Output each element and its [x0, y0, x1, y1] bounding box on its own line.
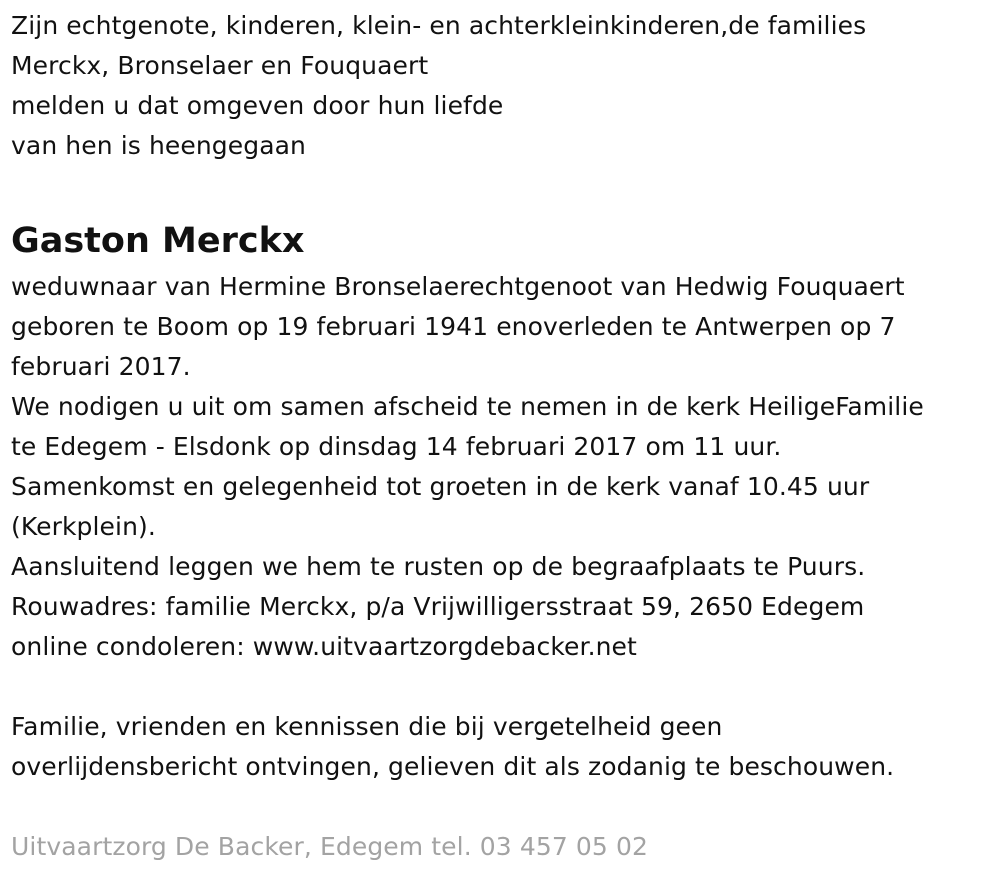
notice-line: Familie, vrienden en kennissen die bij vergetelheid geen — [11, 712, 723, 741]
deceased-name: Gaston Merckx — [11, 221, 305, 261]
notice-block — [11, 707, 990, 787]
intro-line: melden u dat omgeven door hun liefde — [11, 91, 504, 120]
details-line: februari 2017. — [11, 352, 191, 381]
details-line: We nodigen u uit om samen afscheid te nemen in de kerk HeiligeFamilie — [11, 392, 924, 421]
intro-line: Zijn echtgenote, kinderen, klein- en achterkleinkinderen,de families — [11, 11, 867, 40]
intro-block — [11, 6, 990, 166]
funeral-home-footer: Uitvaartzorg De Backer, Edegem tel. 03 457 05 02 — [11, 832, 648, 861]
details-line: Samenkomst en gelegenheid tot groeten in de kerk vanaf 10.45 uur — [11, 472, 870, 501]
details-line: Aansluitend leggen we hem te rusten op de begraafplaats te Puurs. — [11, 552, 866, 581]
intro-line: Merckx, Bronselaer en Fouquaert — [11, 51, 429, 80]
details-line: geboren te Boom op 19 februari 1941 enoverleden te Antwerpen op 7 — [11, 312, 896, 341]
details-line: te Edegem - Elsdonk op dinsdag 14 februari 2017 om 11 uur. — [11, 432, 782, 461]
notice-line: overlijdensbericht ontvingen, gelieven dit als zodanig te beschouwen. — [11, 752, 895, 781]
details-line: Rouwadres: familie Merckx, p/a Vrijwilligersstraat 59, 2650 Edegem — [11, 592, 865, 621]
intro-line: van hen is heengegaan — [11, 131, 306, 160]
spacer — [11, 667, 990, 707]
spacer — [11, 787, 990, 827]
details-line: weduwnaar van Hermine Bronselaerechtgenoot van Hedwig Fouquaert — [11, 272, 905, 301]
details-block — [11, 267, 990, 667]
condolence-link-line: online condoleren: www.uitvaartzorgdebacker.net — [11, 632, 637, 661]
details-line: (Kerkplein). — [11, 512, 156, 541]
